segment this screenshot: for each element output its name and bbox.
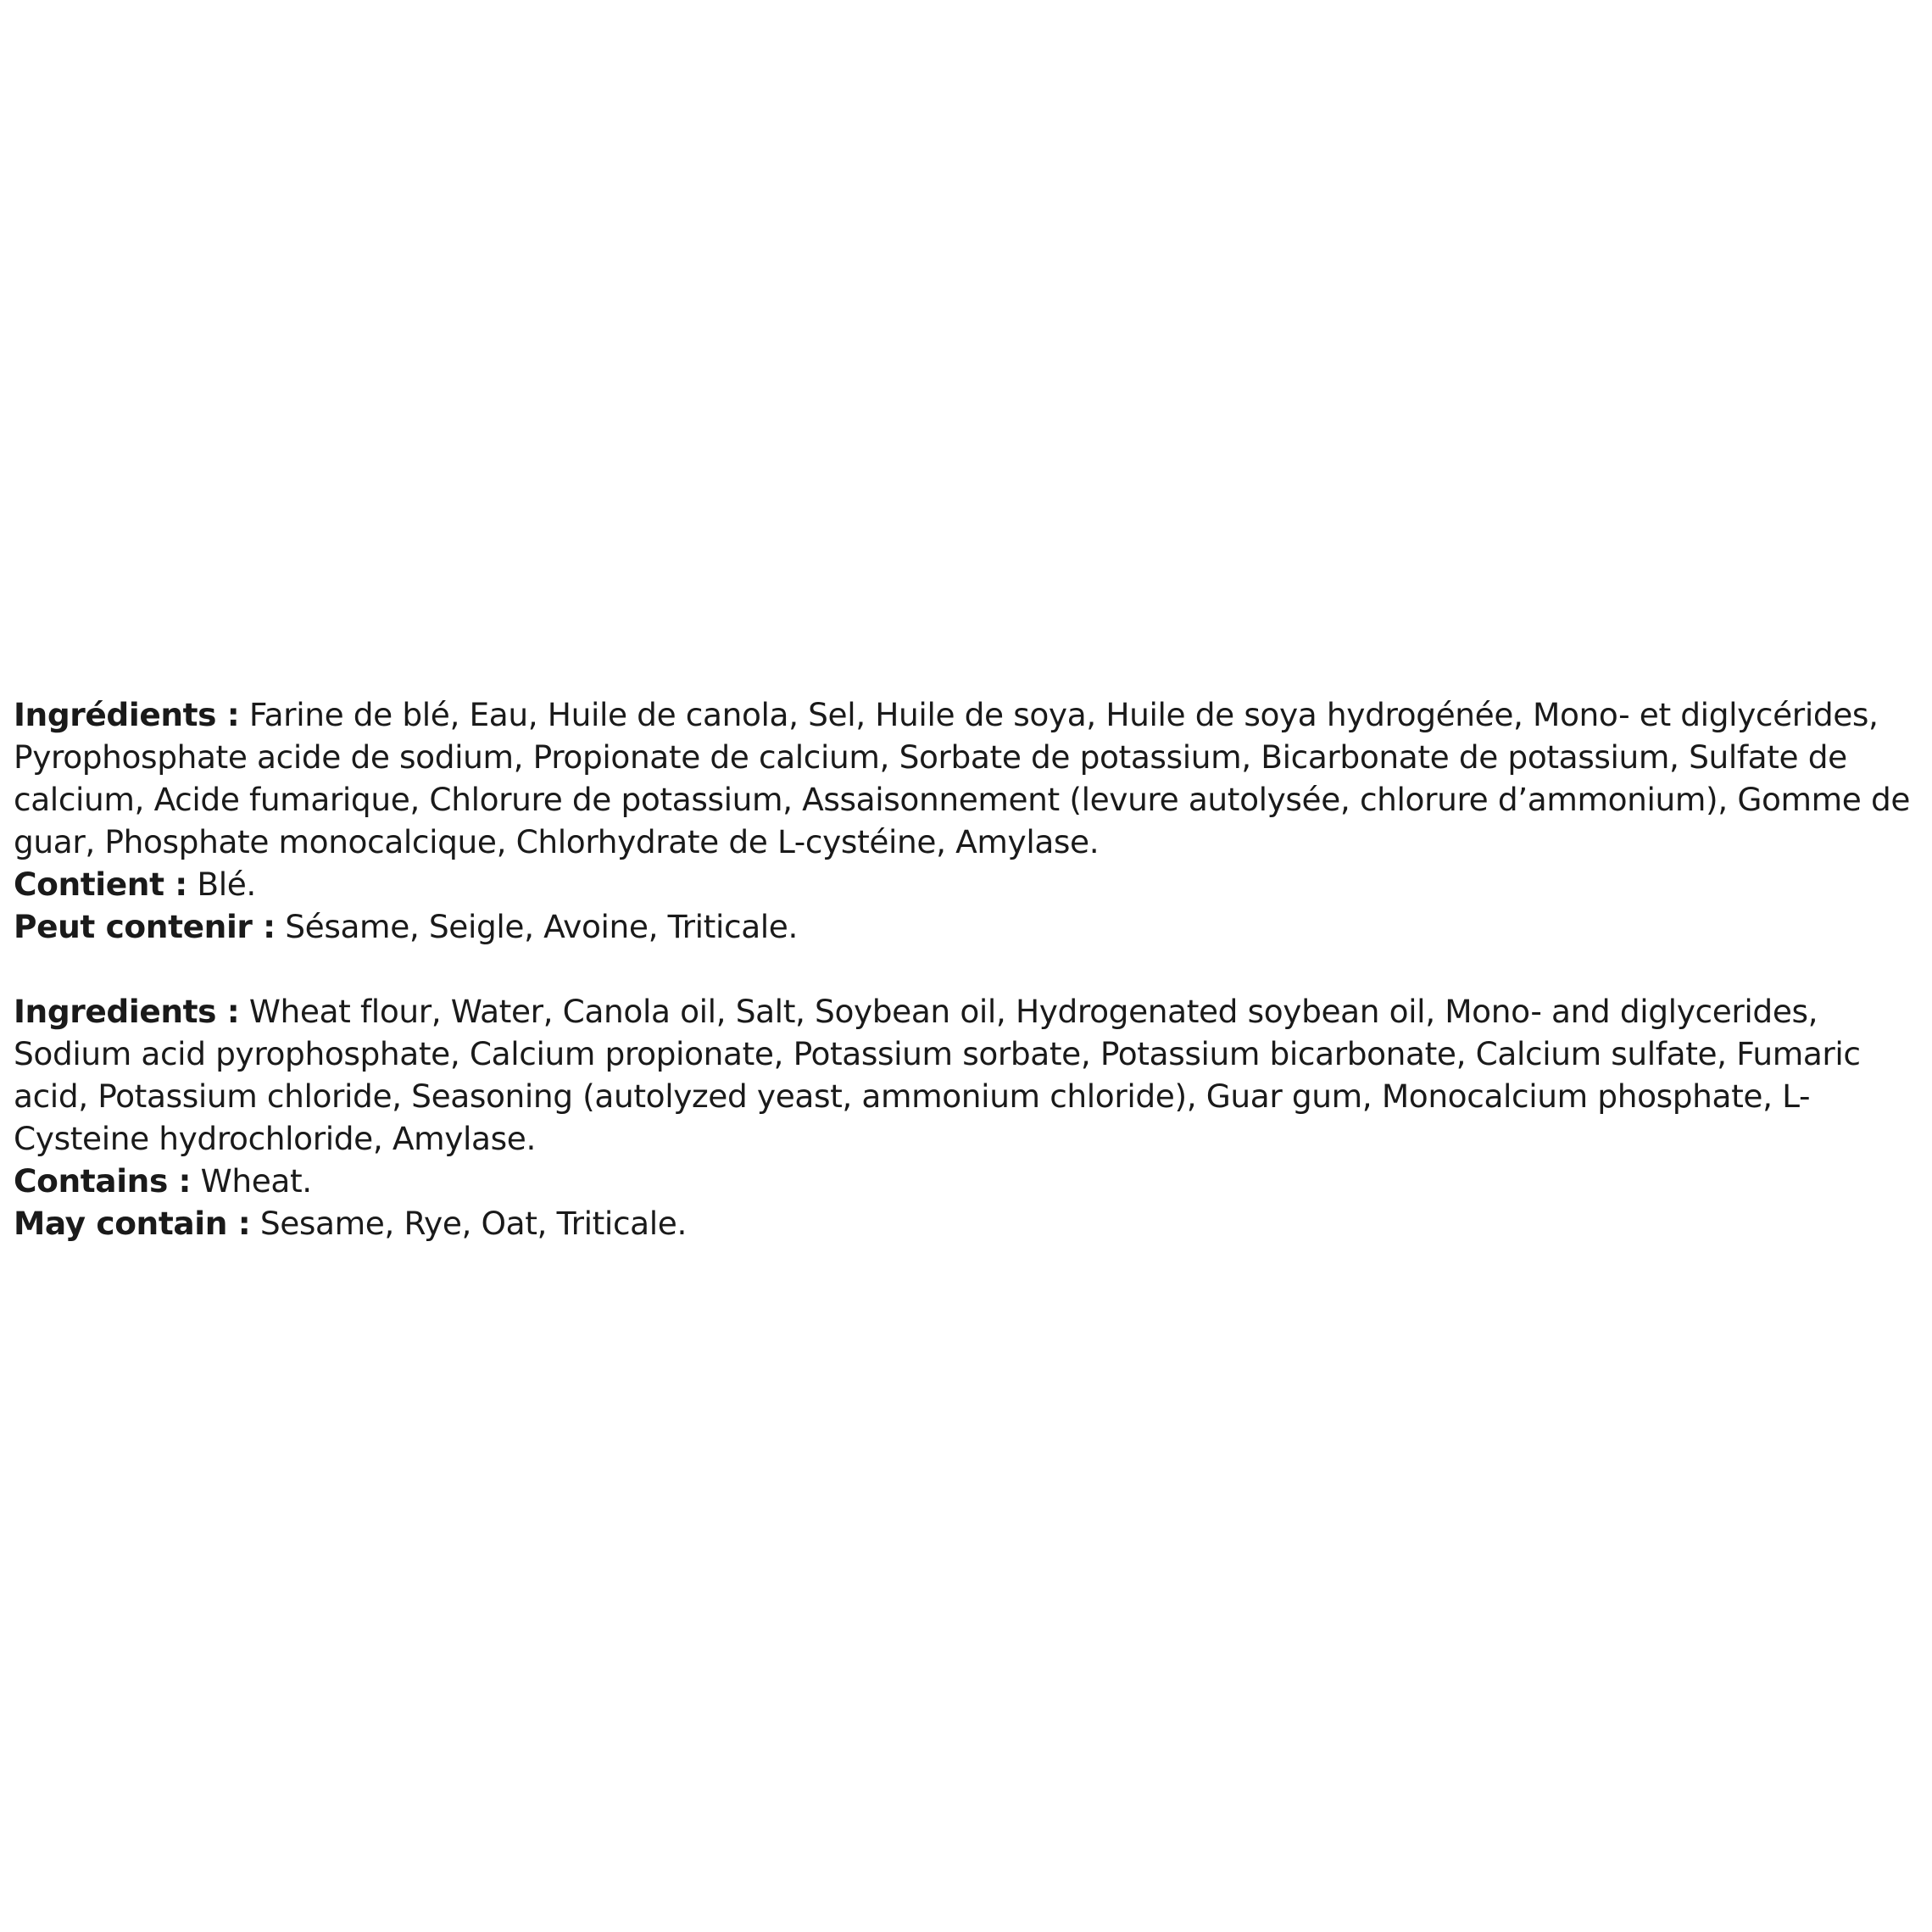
french-contains-text: Blé. (187, 866, 256, 903)
french-may-contain (14, 905, 1921, 948)
ingredient-label (14, 693, 1921, 1244)
french-contains (14, 863, 1921, 905)
french-may-contain-text: Sésame, Seigle, Avoine, Triticale. (275, 908, 798, 945)
english-ingredients-label: Ingredients : (14, 993, 240, 1030)
english-may-contain-text: Sesame, Rye, Oat, Triticale. (250, 1205, 687, 1242)
english-contains-text: Wheat. (191, 1162, 312, 1200)
english-section (14, 990, 1921, 1244)
french-ingredients (14, 693, 1921, 863)
french-ingredients-text: Farine de blé, Eau, Huile de canola, Sel, Huile de soya, Huile de soya hydrogénée, Mono- et diglycérides, Pyrophosphate acide de sodium, Propionate de calcium, Sorbate de potassium, Bicarbonate de potassium, Sulfate de calcium, Acide fumarique, Chlorure de potassium, Assaisonnement (levure autolysée, chlorure d’ammonium), Gomme de guar, Phosphate monocalcique, Chlorhydrate de L-cystéine, Amylase. (14, 696, 1911, 860)
english-ingredients (14, 990, 1921, 1160)
english-ingredients-text: Wheat flour, Water, Canola oil, Salt, Soybean oil, Hydrogenated soybean oil, Mono- and diglycerides, Sodium acid pyrophosphate, Calcium propionate, Potassium sorbate, Potassium bicarbonate, Calcium sulfate, Fumaric acid, Potassium chloride, Seasoning (autolyzed yeast, ammonium chloride), Guar gum, Monocalcium phosphate, L-Cysteine hydrochloride, Amylase. (14, 993, 1861, 1157)
french-may-contain-label: Peut contenir : (14, 908, 276, 945)
english-contains (14, 1160, 1921, 1202)
french-section (14, 693, 1921, 948)
english-contains-label: Contains : (14, 1162, 192, 1200)
french-contains-label: Contient : (14, 866, 187, 903)
french-ingredients-label: Ingrédients : (14, 696, 240, 733)
english-may-contain (14, 1202, 1921, 1244)
english-may-contain-label: May contain : (14, 1205, 251, 1242)
